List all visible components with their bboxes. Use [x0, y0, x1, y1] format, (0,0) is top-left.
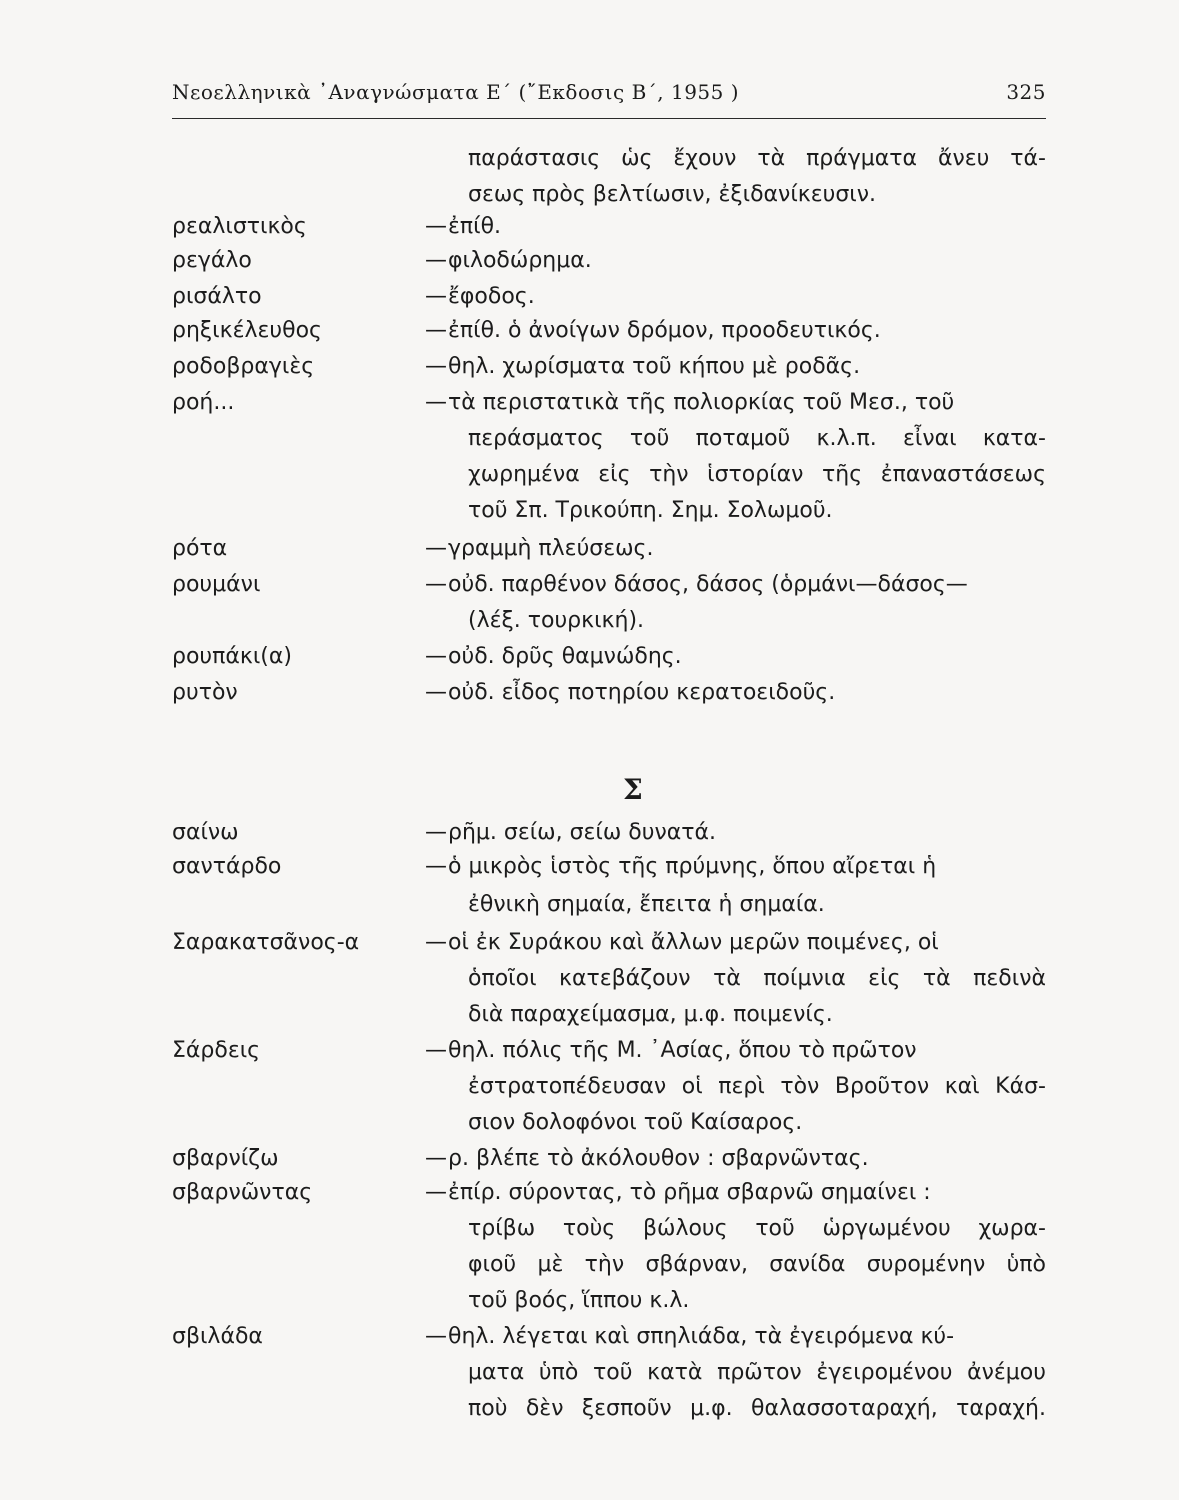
entry-term: ρυτὸν — [172, 680, 238, 705]
entry-dash: — — [425, 1038, 447, 1063]
entry-dash: — — [425, 1324, 447, 1349]
entry-term: ροή... — [172, 390, 235, 415]
entry-definition-line: σιον δολοφόνοι τοῦ Καίσαρος. — [468, 1110, 803, 1135]
entry-definition: ἐπίθ. — [448, 214, 502, 239]
entry-definition: ρῆμ. σείω, σείω δυνατά. — [448, 820, 716, 845]
intro-line: σεως πρὸς βελτίωσιν, ἐξιδανίκευσιν. — [468, 182, 877, 207]
entry-dash: — — [425, 644, 447, 669]
entry-definition-line: ματα ὑπὸ τοῦ κατὰ πρῶτον ἐγειρομένου ἀνέμου — [468, 1360, 1046, 1385]
entry-term: ρουμάνι — [172, 572, 261, 597]
entry-definition-line: τοῦ βοός, ἵππου κ.λ. — [468, 1288, 690, 1313]
entry-term: σβιλάδα — [172, 1324, 263, 1349]
entry-dash: — — [425, 536, 447, 561]
entry-dash: — — [425, 390, 447, 415]
entry-term: ρηξικέλευθος — [172, 318, 322, 343]
entry-definition-line: ἐστρατοπέδευσαν οἱ περὶ τὸν Βροῦτον καὶ Κάσ- — [468, 1074, 1046, 1099]
entry-definition-line: τοῦ Σπ. Τρικούπη. Σημ. Σολωμοῦ. — [468, 498, 833, 523]
entry-definition: θηλ. λέγεται καὶ σπηλιάδα, τὰ ἐγειρόμενα κύ- — [448, 1324, 955, 1349]
entry-term: σβαρνίζω — [172, 1146, 279, 1171]
entry-term: ρότα — [172, 536, 228, 561]
entry-dash: — — [425, 854, 447, 879]
entry-definition: οὐδ. δρῦς θαμνώδης. — [448, 644, 682, 669]
entry-definition: θηλ. χωρίσματα τοῦ κήπου μὲ ροδᾶς. — [448, 354, 861, 379]
entry-term: ρεγάλο — [172, 248, 252, 273]
entry-term: Σαρακατσᾶνος-α — [172, 930, 360, 955]
entry-definition-line: χωρημένα εἰς τὴν ἱστορίαν τῆς ἐπαναστάσεως — [468, 462, 1046, 487]
entry-term: Σάρδεις — [172, 1038, 261, 1063]
entry-definition: ἔφοδος. — [448, 284, 535, 309]
entry-dash: — — [425, 1180, 447, 1205]
entry-term: σαντάρδο — [172, 854, 282, 879]
entry-dash: — — [425, 318, 447, 343]
entry-definition: τὰ περιστατικὰ τῆς πολιορκίας τοῦ Μεσ., τοῦ — [448, 390, 955, 415]
entry-definition-line: ἐθνικὴ σημαία, ἔπειτα ἡ σημαία. — [468, 892, 825, 917]
entry-dash: — — [425, 284, 447, 309]
entry-definition-line: περάσματος τοῦ ποταμοῦ κ.λ.π. εἶναι κατα- — [468, 426, 1046, 451]
entry-term: ρισάλτο — [172, 284, 262, 309]
entry-definition-line: διὰ παραχείμασμα, μ.φ. ποιμενίς. — [468, 1002, 833, 1027]
entry-definition-line: φιοῦ μὲ τὴν σβάρναν, σανίδα συρομένην ὑπὸ — [468, 1252, 1046, 1277]
entry-dash: — — [425, 1146, 447, 1171]
entry-definition-line: τρίβω τοὺς βώλους τοῦ ὡργωμένου χωρα- — [468, 1216, 1046, 1241]
entry-definition-line: ποὺ δὲν ξεσποῦν μ.φ. θαλασσοταραχή, ταραχή. — [468, 1396, 1046, 1421]
section-letter: Σ — [623, 773, 643, 806]
entry-dash: — — [425, 248, 447, 273]
entry-definition: γραμμὴ πλεύσεως. — [448, 536, 654, 561]
entry-dash: — — [425, 680, 447, 705]
entry-definition: ὁ μικρὸς ἱστὸς τῆς πρύμνης, ὅπου αἴρεται ἡ — [448, 854, 937, 879]
entry-definition: φιλοδώρημα. — [448, 248, 592, 273]
entry-term: σαίνω — [172, 820, 239, 845]
entry-dash: — — [425, 572, 447, 597]
entry-dash: — — [425, 930, 447, 955]
intro-line: παράστασις ὡς ἔχουν τὰ πράγματα ἄνευ τά- — [468, 146, 1046, 171]
entry-dash: — — [425, 214, 447, 239]
entry-definition: οὐδ. παρθένον δάσος, δάσος (ὁρμάνι—δάσος— — [448, 572, 968, 597]
entry-definition: ἐπίθ. ὁ ἀνοίγων δρόμον, προοδευτικός. — [448, 318, 881, 343]
running-head-title: Νεοελληνικὰ ᾿Αναγνώσματα Ε΄ (῎Εκδοσις Β΄, 1955 ) — [172, 80, 740, 104]
entry-definition: θηλ. πόλις τῆς Μ. ᾿Ασίας, ὅπου τὸ πρῶτον — [448, 1038, 917, 1063]
entry-term: ρεαλιστικὸς — [172, 214, 307, 239]
entry-dash: — — [425, 354, 447, 379]
entry-definition: οὐδ. εἶδος ποτηρίου κερατοειδοῦς. — [448, 680, 836, 705]
entry-definition-line: (λέξ. τουρκική). — [468, 608, 645, 633]
entry-term: ροδοβραγιὲς — [172, 354, 315, 379]
entry-term: σβαρνῶντας — [172, 1180, 313, 1205]
page-number: 325 — [1006, 80, 1046, 104]
entry-definition-line: ὁποῖοι κατεβάζουν τὰ ποίμνια εἰς τὰ πεδινὰ — [468, 966, 1046, 991]
entry-definition: ἐπίρ. σύροντας, τὸ ρῆμα σβαρνῶ σημαίνει : — [448, 1180, 931, 1205]
entry-dash: — — [425, 820, 447, 845]
entry-term: ρουπάκι(α) — [172, 644, 292, 669]
entry-definition: οἱ ἐκ Συράκου καὶ ἄλλων μερῶν ποιμένες, οἱ — [448, 930, 939, 955]
entry-definition: ρ. βλέπε τὸ ἀκόλουθον : σβαρνῶντας. — [448, 1146, 869, 1171]
